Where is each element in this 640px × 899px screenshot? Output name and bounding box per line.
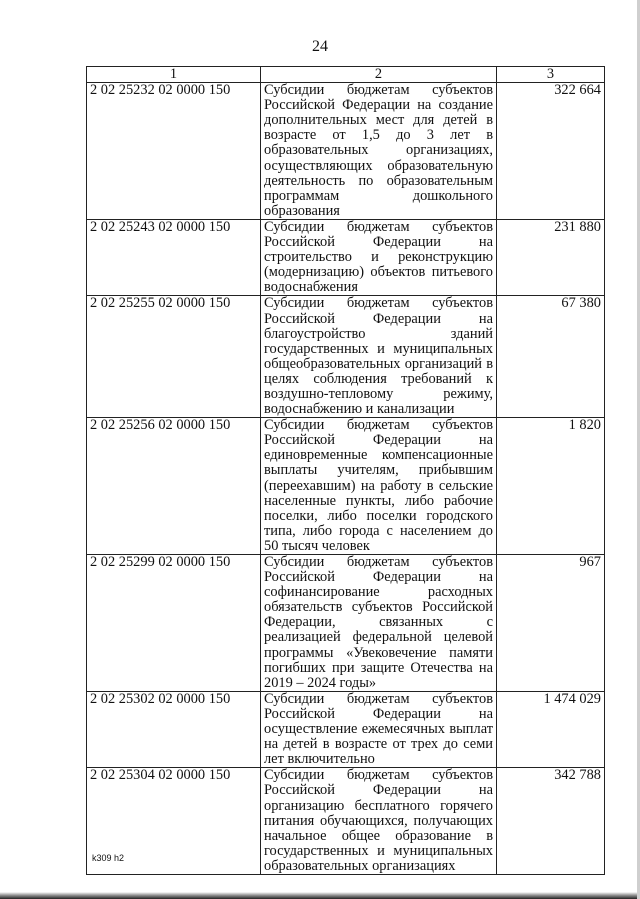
table-row xyxy=(87,418,605,555)
description-cell: Субсидии бюджетам субъектов Российской Федерации на софинансирование расходных обязательств субъектов Российской Федерации, связанных с реализацией федеральной целевой программы «Увековечение памяти погибших при защите Отечества на 2019 – 2024 годы» xyxy=(261,555,497,692)
table-row xyxy=(87,691,605,767)
description-cell: Субсидии бюджетам субъектов Российской Федерации на создание дополнительных мест для детей в возрасте от 1,5 до 3 лет в образовательных организациях, осуществляющих образовательную деятельность по образовательным программам дошкольного образования xyxy=(261,83,497,220)
amount-cell: 322 664 xyxy=(497,83,605,220)
table-row xyxy=(87,296,605,418)
description-cell: Субсидии бюджетам субъектов Российской Федерации на организацию бесплатного горячего питания обучающихся, получающих начальное общее образование в государственных и муниципальных образовательных организациях xyxy=(261,768,497,875)
budget-table xyxy=(86,66,605,875)
amount-cell: 342 788 xyxy=(497,768,605,875)
column-header-amount: 3 xyxy=(497,67,605,83)
table-row xyxy=(87,83,605,220)
budget-code-cell: 2 02 25302 02 0000 150 xyxy=(87,691,261,767)
description-cell: Субсидии бюджетам субъектов Российской Федерации на строительство и реконструкцию (модернизацию) объектов питьевого водоснабжения xyxy=(261,219,497,295)
budget-code-cell: 2 02 25255 02 0000 150 xyxy=(87,296,261,418)
document-footer-code: k309 h2 xyxy=(92,853,125,863)
budget-code-cell: 2 02 25232 02 0000 150 xyxy=(87,83,261,220)
column-header-code: 1 xyxy=(87,67,261,83)
column-header-description: 2 xyxy=(261,67,497,83)
amount-cell: 1 474 029 xyxy=(497,691,605,767)
budget-code-cell: 2 02 25243 02 0000 150 xyxy=(87,219,261,295)
description-cell: Субсидии бюджетам субъектов Российской Федерации на благоустройство зданий государственных и муниципальных общеобразовательных организаций в целях соблюдения требований к воздушно-тепловому режиму, водоснабжению и канализации xyxy=(261,296,497,418)
table-header-row xyxy=(87,67,605,83)
page-number: 24 xyxy=(312,38,328,55)
table-row xyxy=(87,555,605,692)
budget-code-cell: 2 02 25256 02 0000 150 xyxy=(87,418,261,555)
amount-cell: 231 880 xyxy=(497,219,605,295)
amount-cell: 967 xyxy=(497,555,605,692)
amount-cell: 67 380 xyxy=(497,296,605,418)
amount-cell: 1 820 xyxy=(497,418,605,555)
table-row xyxy=(87,768,605,875)
budget-code-cell: 2 02 25304 02 0000 150 xyxy=(87,768,261,875)
table-row xyxy=(87,219,605,295)
budget-code-cell: 2 02 25299 02 0000 150 xyxy=(87,555,261,692)
description-cell: Субсидии бюджетам субъектов Российской Федерации на единовременные компенсационные выплаты учителям, прибывшим (переехавшим) на работу в сельские населенные пункты, либо рабочие поселки, либо поселки городского типа, либо города с населением до 50 тысяч человек xyxy=(261,418,497,555)
description-cell: Субсидии бюджетам субъектов Российской Федерации на осуществление ежемесячных выплат на детей в возрасте от трех до семи лет включительно xyxy=(261,691,497,767)
scan-bottom-edge xyxy=(0,892,640,899)
